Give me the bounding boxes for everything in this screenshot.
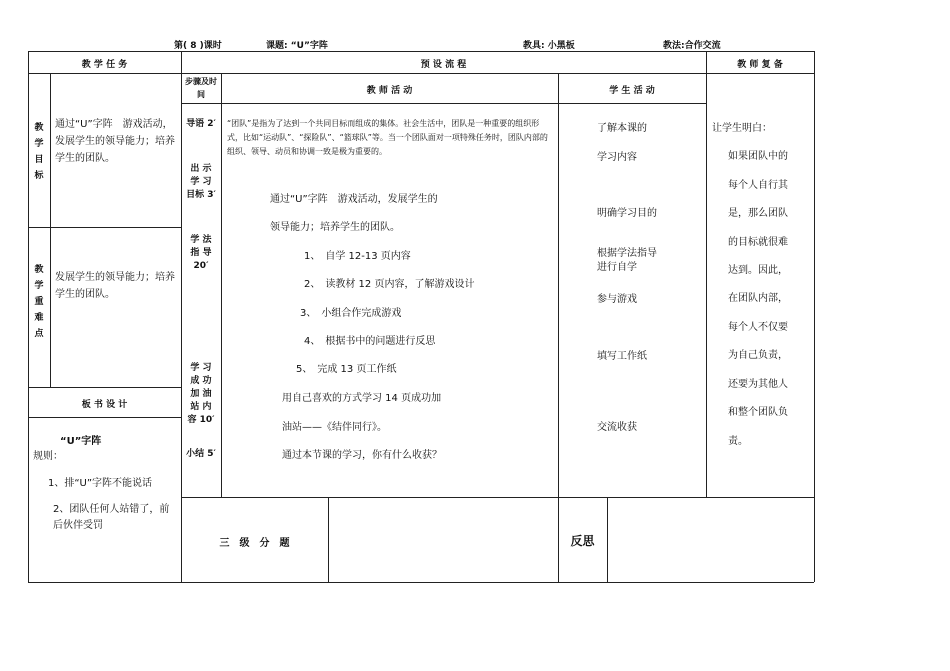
student-activity-4: 根据学法指导进行自学	[597, 248, 657, 273]
key-difficulty-label: 教学重难点	[34, 265, 44, 339]
student-activity-2: 学习内容	[597, 152, 637, 163]
board-rule-1: 1、排“U”字阵不能说话	[48, 478, 153, 489]
review-line-6: 在团队内部，	[728, 293, 788, 304]
teaching-goal-text: 通过“U”字阵 游戏活动，发展学生的领导能力；培养学生的团队。	[55, 119, 175, 164]
student-activity-7: 交流收获	[597, 422, 637, 433]
board-title: “U”字阵	[60, 436, 102, 447]
teacher-summary-question: 通过本节课的学习，你有什么收获？	[282, 450, 442, 461]
step-success-station: 学 习 成 功 加 油 站 内 容 10′	[187, 363, 215, 425]
teacher-extra-line-1: 用自己喜欢的方式学习 14 页成功加	[282, 393, 442, 404]
lesson-number: 第( 8 )课时	[174, 41, 222, 51]
teaching-goal-label: 教学目标	[34, 123, 44, 181]
review-line-5: 达到。因此，	[728, 265, 788, 276]
review-intro: 让学生明白：	[712, 123, 772, 134]
board-rule-label: 规则：	[33, 451, 63, 462]
teacher-review-header: 教 师 复 备	[737, 60, 783, 70]
review-line-7: 每个人不仅要	[728, 322, 788, 333]
teacher-item-2: 2、 读教材 12 页内容，了解游戏设计	[304, 279, 475, 290]
teacher-goal-line-2: 领导能力；培养学生的团队。	[270, 222, 400, 233]
review-line-3: 是，那么团队	[728, 208, 788, 219]
teaching-method: 教法:合作交流	[663, 41, 721, 51]
review-line-4: 的目标就很难	[728, 237, 788, 248]
teacher-item-4: 4、 根据书中的问题进行反思	[304, 336, 436, 347]
student-activity-header: 学 生 活 动	[609, 86, 655, 96]
step-show-goals: 出 示 学 习 目标 3′	[186, 164, 216, 200]
teaching-tools: 教具: 小黑板	[523, 41, 575, 51]
lesson-topic: 课题: “U”字阵	[266, 41, 328, 51]
board-rule-2: 2、团队任何人站错了，前后伙伴受罚	[53, 504, 170, 531]
steps-time-header: 步骤及时间	[185, 77, 217, 99]
teacher-extra-line-2: 油站——《结伴同行》。	[282, 422, 387, 433]
review-line-10: 和整个团队负	[728, 407, 788, 418]
teacher-item-5: 5、 完成 13 页工作纸	[296, 364, 397, 375]
student-activity-6: 填写工作纸	[597, 351, 647, 362]
teacher-intro-text: “团队”是指为了达到一个共同目标而组成的集体。社会生活中，团队是一种重要的组织形式，比如“运动队”、“探险队”、“篮球队”等。当一个团队面对一项特殊任务时，团队内部的组织、领导、动员和协调一致是极为重要的。	[227, 119, 548, 156]
key-difficulty-text: 发展学生的领导能力；培养学生的团队。	[55, 272, 175, 300]
review-line-11: 责。	[728, 436, 748, 447]
review-line-1: 如果团队中的	[728, 151, 788, 162]
board-design-header: 板 书 设 计	[81, 400, 128, 410]
student-activity-1: 了解本课的	[597, 123, 647, 134]
student-activity-5: 参与游戏	[597, 294, 637, 305]
review-line-8: 为自己负责，	[728, 350, 788, 361]
teacher-item-3: 3、 小组合作完成游戏	[300, 308, 402, 319]
review-line-9: 还要为其他人	[728, 379, 788, 390]
teacher-goal-line-1: 通过“U”字阵 游戏活动，发展学生的	[270, 194, 438, 205]
three-level-questions-label: 三 级 分 题	[219, 538, 290, 549]
step-method-guide: 学 法 指 导 20′	[190, 235, 212, 271]
teacher-item-1: 1、 自学 12-13 页内容	[304, 251, 411, 262]
reflection-label: 反思	[570, 534, 595, 548]
teaching-tasks-header: 教 学 任 务	[81, 60, 128, 70]
step-intro: 导语 2′	[186, 119, 216, 129]
preset-flow-header: 预 设 流 程	[420, 60, 467, 70]
review-line-2: 每个人自行其	[728, 180, 788, 191]
teacher-activity-header: 教 师 活 动	[366, 86, 413, 96]
step-summary: 小结 5′	[186, 449, 216, 459]
student-activity-3: 明确学习目的	[597, 208, 657, 219]
